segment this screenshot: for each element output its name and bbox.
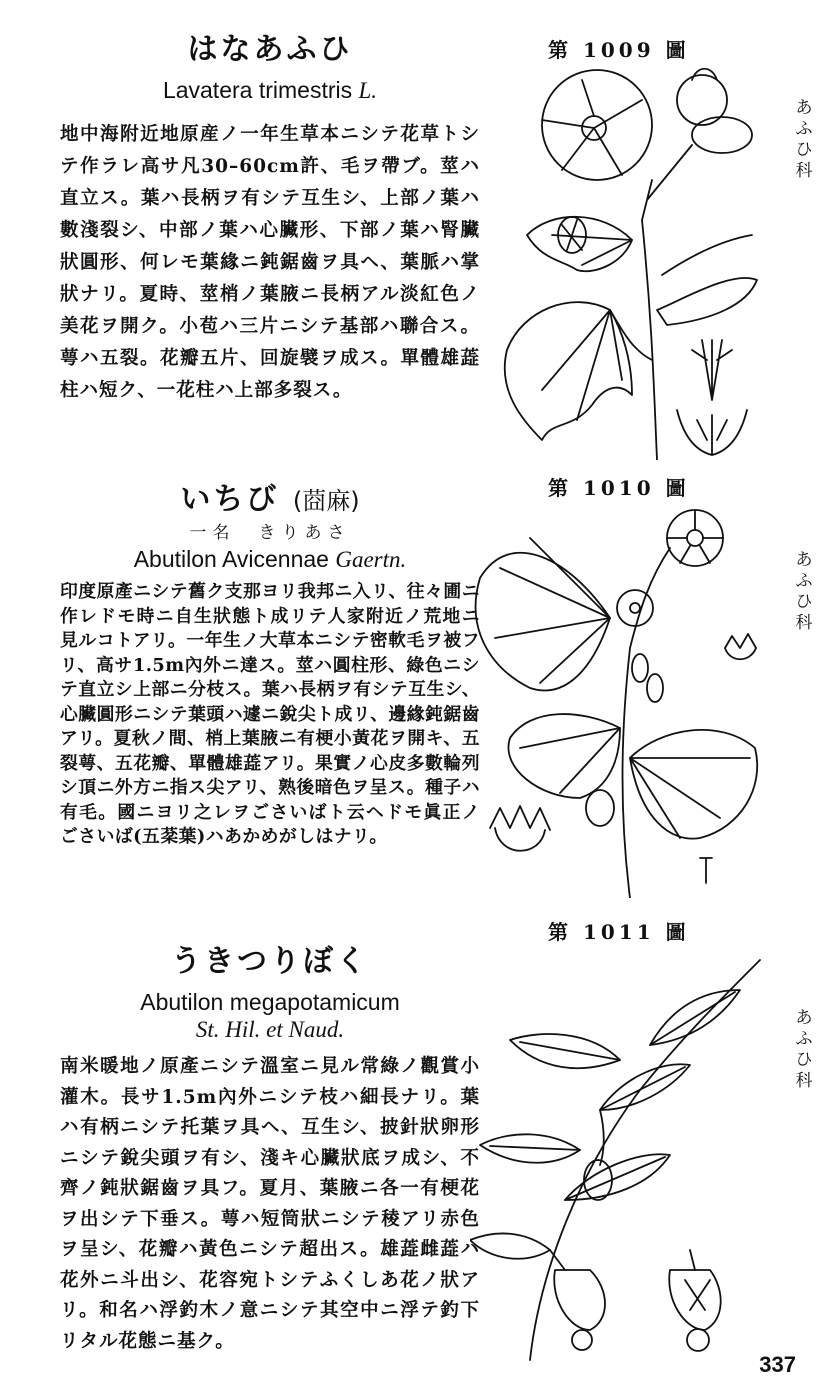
species-description: 印度原產ニシテ舊ク支那ヨリ我邦ニ入リ、往々圃ニ作レドモ時ニ自生狀態ト成リテ人家附近ノ荒地ニ見ルコトアリ。一年生ノ大草本ニシテ密軟毛ヲ被フリ、高サ1.5m內外ニ達ス。莖ハ圓柱形、綠色ニシテ直立シ上部ニ分枝ス。葉ハ長柄ヲ有シテ互生シ、心臟圓形ニシテ葉頭ハ遽ニ銳尖ト成リ、邊緣鈍鋸齒アリ。夏秋ノ間、梢上葉腋ニ有梗小黃花ヲ開キ、五裂萼、五花瓣、單體雄蕋アリ。果實ノ心皮多數輪列シ頂ニ外方ニ指ス尖アリ、熟後暗色ヲ呈ス。種子ハ有毛。國ニヨリ之レヲごさいばト云ヘドモ眞正ノごさいば(五棻葉)ハあかめがしはナリ。 [60,581,480,847]
latin-author: L. [358,78,378,103]
family-label [794,1008,814,1092]
species-description: 地中海附近地原産ノ一年生草本ニシテ花草トシテ作ラレ高サ凡30–60cm許、毛ヲ帶ブ。莖ハ直立ス。葉ハ長柄ヲ有シテ互生シ、上部ノ葉ハ數淺裂シ、中部ノ葉ハ心臟形、下部ノ葉ハ腎臟狀圓形、何レモ葉緣ニ鈍鋸齒ヲ具ヘ、葉脈ハ掌狀ナリ。夏時、莖梢ノ葉腋ニ長柄アル淡紅色ノ美花ヲ開ク。小苞ハ三片ニシテ基部ハ聯合ス。萼ハ五裂。花瓣五片、回旋襞ヲ成ス。單體雄蕋柱ハ短ク、一花柱ハ上部多裂ス。 [60,124,480,401]
family-name: あふひ科 [795,1008,813,1091]
species-name-latin [60,545,480,574]
entry-hanaaoi [0,0,840,470]
species-name-kanji: (莔麻) [292,487,360,515]
latin-author: Gaertn. [335,547,407,572]
species-name-jp: うきつりぼく [171,944,369,979]
family-name: あふひ科 [795,98,813,181]
species-name-jp-main: いちび [180,482,280,517]
species-name-jp: はなあふひ [187,32,353,67]
entry-text [60,480,480,850]
entry-text [60,942,480,1357]
family-name: あふひ科 [795,550,813,633]
illustration-abutilon-megapotamicum [470,950,770,1370]
species-description: 南米暖地ノ原產ニシテ溫室ニ見ル常綠ノ觀賞小灌木。長サ1.5m內外ニシテ枝ハ細長ナリ。葉ハ有柄ニシテ托葉ヲ具ヘ、互生シ、披針狀卵形ニシテ銳尖頭ヲ有シ、淺キ心臟狀底ヲ成シ、不齊ノ鈍狀鋸齒ヲ具フ。夏月、葉腋ニ各一有梗花ヲ出シテ下垂ス。萼ハ短筒狀ニシテ稜アリ赤色ヲ呈シ、花瓣ハ黃色ニシテ超出ス。雄蕋雌蕋ハ花外ニ斗出シ、花容宛トシテふくしあ花ノ狀アリ。和名ハ浮釣木ノ意ニシテ其空中ニ浮テ釣下リタル花態ニ基ク。 [60,1056,480,1352]
latin-binomial: Lavatera trimestris [162,77,353,103]
family-label [794,550,814,634]
latin-binomial: Abutilon Avicennae [133,546,329,572]
entry-text [60,30,480,407]
species-name-latin [60,76,480,105]
figure-label: 第 1009 圖 [548,38,690,62]
species-name-latin [60,988,480,1016]
latin-binomial: Abutilon megapotamicum [140,989,400,1015]
page-number: 337 [759,1352,796,1377]
species-alias: 一名 きりあさ [189,523,351,543]
entry-ichibi [0,470,840,910]
species-name-jp [60,480,480,521]
family-label [794,98,814,182]
illustration-lavatera [482,60,772,460]
entry-ukitsuriboku [0,910,840,1400]
figure-label: 第 1010 圖 [548,476,690,500]
figure-label: 第 1011 圖 [548,920,690,944]
latin-author: St. Hil. et Naud. [195,1017,345,1042]
illustration-abutilon-avicennae [470,498,770,898]
